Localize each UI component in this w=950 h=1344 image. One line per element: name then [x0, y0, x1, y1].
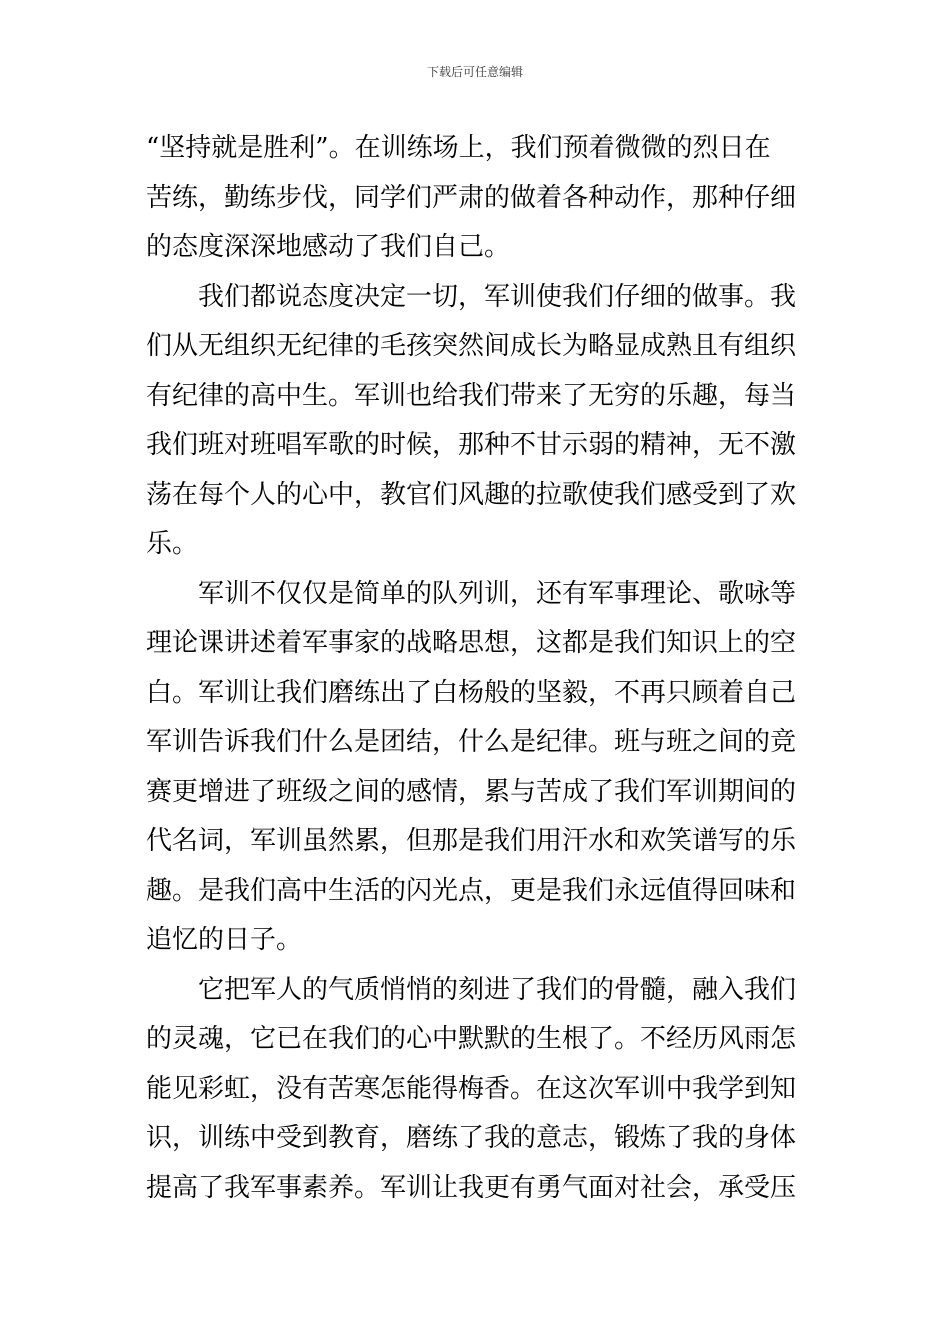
paragraph-3-line-3: 白。军训让我们磨练出了白杨般的坚毅，不再只顾着自己: [146, 677, 797, 708]
paragraph-2-line-5: 荡在每个人的心中，教官们风趣的拉歌使我们感受到了欢: [146, 479, 797, 510]
paragraph-3-line-1: 军训不仅仅是简单的队列训，还有军事理论、歌咏等: [198, 578, 797, 609]
paragraph-3-line-4: 军训告诉我们什么是团结，什么是纪律。班与班之间的竞: [146, 727, 797, 757]
paragraph-1-line-2: 苦练，勤练步伐，同学们严肃的做着各种动作，那种仔细: [146, 182, 797, 213]
paragraph-4-line-1: 它把军人的气质悄悄的刻进了我们的骨髓，融入我们: [198, 974, 797, 1005]
paragraph-4-line-4: 识，训练中受到教育，磨练了我的意志，锻炼了我的身体: [146, 1123, 797, 1153]
paragraph-4-line-2: 的灵魂，它已在我们的心中默默的生根了。不经历风雨怎: [146, 1024, 797, 1054]
paragraph-2-line-1: 我们都说态度决定一切，军训使我们仔细的做事。我: [198, 281, 797, 312]
paragraph-2-line-4: 我们班对班唱军歌的时候，那种不甘示弱的精神，无不激: [146, 430, 797, 460]
paragraph-3-line-6: 代名词，军训虽然累，但那是我们用汗水和欢笑谱写的乐: [146, 826, 797, 856]
paragraph-3-line-5: 赛更增进了班级之间的感情，累与苦成了我们军训期间的: [146, 776, 797, 807]
paragraph-4-line-5: 提高了我军事素养。军训让我更有勇气面对社会，承受压: [146, 1172, 797, 1203]
paragraph-2-line-3: 有纪律的高中生。军训也给我们带来了无穷的乐趣，每当: [146, 380, 797, 411]
paragraph-2-line-6: 乐。: [146, 529, 199, 559]
paragraph-1-line-3: 的态度深深地感动了我们自己。: [146, 232, 511, 262]
paragraph-1-line-1: “坚持就是胜利”。在训练场上，我们预着微微的烈日在: [146, 133, 771, 163]
paragraph-3-line-7: 趣。是我们高中生活的闪光点，更是我们永远值得回味和: [146, 875, 797, 906]
paragraph-2-line-2: 们从无组织无纪律的毛孩突然间成长为略显成熟且有组织: [146, 331, 797, 361]
paragraph-3-line-8: 追忆的日子。: [146, 925, 303, 955]
paragraph-3-line-2: 理论课讲述着军事家的战略思想，这都是我们知识上的空: [146, 628, 797, 658]
paragraph-4-line-3: 能见彩虹，没有苦寒怎能得梅香。在这次军训中我学到知: [146, 1073, 797, 1104]
document-body: [146, 124, 808, 1213]
page-header: 下载后可任意编辑: [426, 65, 523, 79]
